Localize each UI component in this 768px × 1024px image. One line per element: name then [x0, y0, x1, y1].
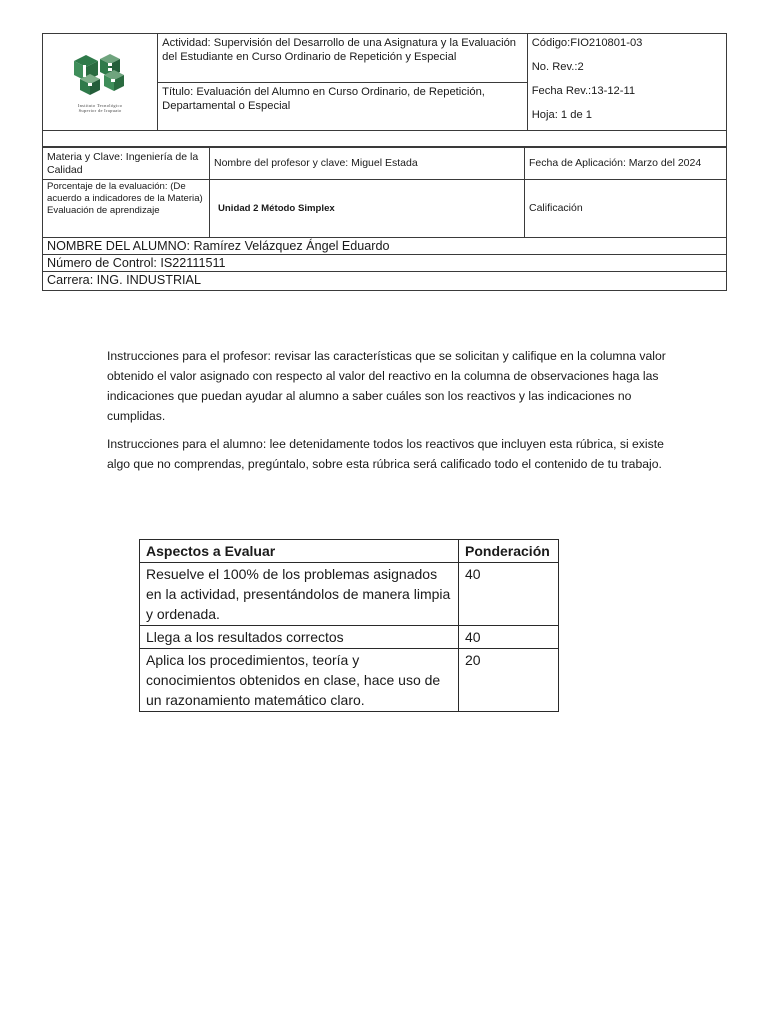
fecha-rev-text: Fecha Rev.:13-12-11: [531, 85, 636, 97]
titulo-cell: Título: Evaluación del Alumno en Curso Ordinario, de Repetición, Departamental o Especial: [158, 83, 528, 131]
table-row: [140, 563, 559, 626]
rubric-header-ponderacion: Ponderación: [459, 540, 559, 563]
calificacion-cell: Calificación: [525, 180, 727, 238]
logo-line2: Superior de Irapuato: [78, 108, 122, 113]
table-row: [140, 626, 559, 649]
separator-row: [42, 130, 727, 147]
alumno-row: NOMBRE DEL ALUMNO: Ramírez Velázquez Ángel Eduardo: [42, 238, 727, 255]
codigo-cell: [527, 34, 726, 131]
logo-cell: [43, 34, 158, 131]
aspecto-cell: Aplica los procedimientos, teoría y conocimientos obtenidos en clase, hace uso de un razonamiento matemático claro.: [140, 649, 459, 712]
unidad-cell: Unidad 2 Método Simplex: [210, 180, 525, 238]
logo-line1: Instituto Tecnológico: [77, 103, 123, 108]
info-table: [42, 147, 727, 238]
instrucciones-profesor: Instrucciones para el profesor: revisar las características que se solicitan y califique en la columna valor obtenido el valor asignado con respecto al valor del reactivo en la columna de observaciones haga las indicaciones que puedan ayudar al alumno a saber cuáles son los reactivos y las indicaciones no cumplidas.: [107, 349, 666, 423]
header-table: [42, 33, 727, 131]
instrucciones-alumno: Instrucciones para el alumno: lee detenidamente todos los reactivos que incluyen esta rúbrica, si existe algo que no comprendas, pregúntalo, sobre esta rúbrica será calificado todo el contenido de tu trabajo.: [107, 437, 664, 471]
hoja-text: Hoja: 1 de 1: [531, 109, 593, 121]
profesor-cell: Nombre del profesor y clave: Miguel Estada: [210, 148, 525, 180]
institute-logo-icon: [64, 51, 136, 99]
table-row: [140, 649, 559, 712]
codigo-text: Código:FIO210801-03: [531, 37, 643, 49]
carrera-row: Carrera: ING. INDUSTRIAL: [42, 272, 727, 291]
porcentaje-cell: [43, 180, 210, 238]
rubric-table: [139, 539, 559, 712]
ponderacion-cell: 20: [459, 649, 559, 712]
porcentaje-text: Porcentaje de la evaluación: (De acuerdo a indicadores de la Materia): [47, 181, 203, 204]
logo-caption: [45, 103, 155, 113]
actividad-cell: Actividad: Supervisión del Desarrollo de una Asignatura y la Evaluación del Estudiante en Curso Ordinario de Repetición y Especial: [158, 34, 528, 83]
materia-cell: Materia y Clave: Ingeniería de la Calidad: [43, 148, 210, 180]
aspecto-cell: Resuelve el 100% de los problemas asignados en la actividad, presentándolos de manera limpia y ordenada.: [140, 563, 459, 626]
ponderacion-cell: 40: [459, 626, 559, 649]
ponderacion-cell: 40: [459, 563, 559, 626]
evaluacion-aprendizaje-text: Evaluación de aprendizaje: [47, 205, 160, 216]
instructions: [107, 346, 667, 482]
rubric-header-aspectos: Aspectos a Evaluar: [140, 540, 459, 563]
no-rev-text: No. Rev.:2: [531, 61, 584, 73]
aspecto-cell: Llega a los resultados correctos: [140, 626, 459, 649]
fecha-aplicacion-cell: Fecha de Aplicación: Marzo del 2024: [525, 148, 727, 180]
control-row: Número de Control: IS22111511: [42, 255, 727, 272]
